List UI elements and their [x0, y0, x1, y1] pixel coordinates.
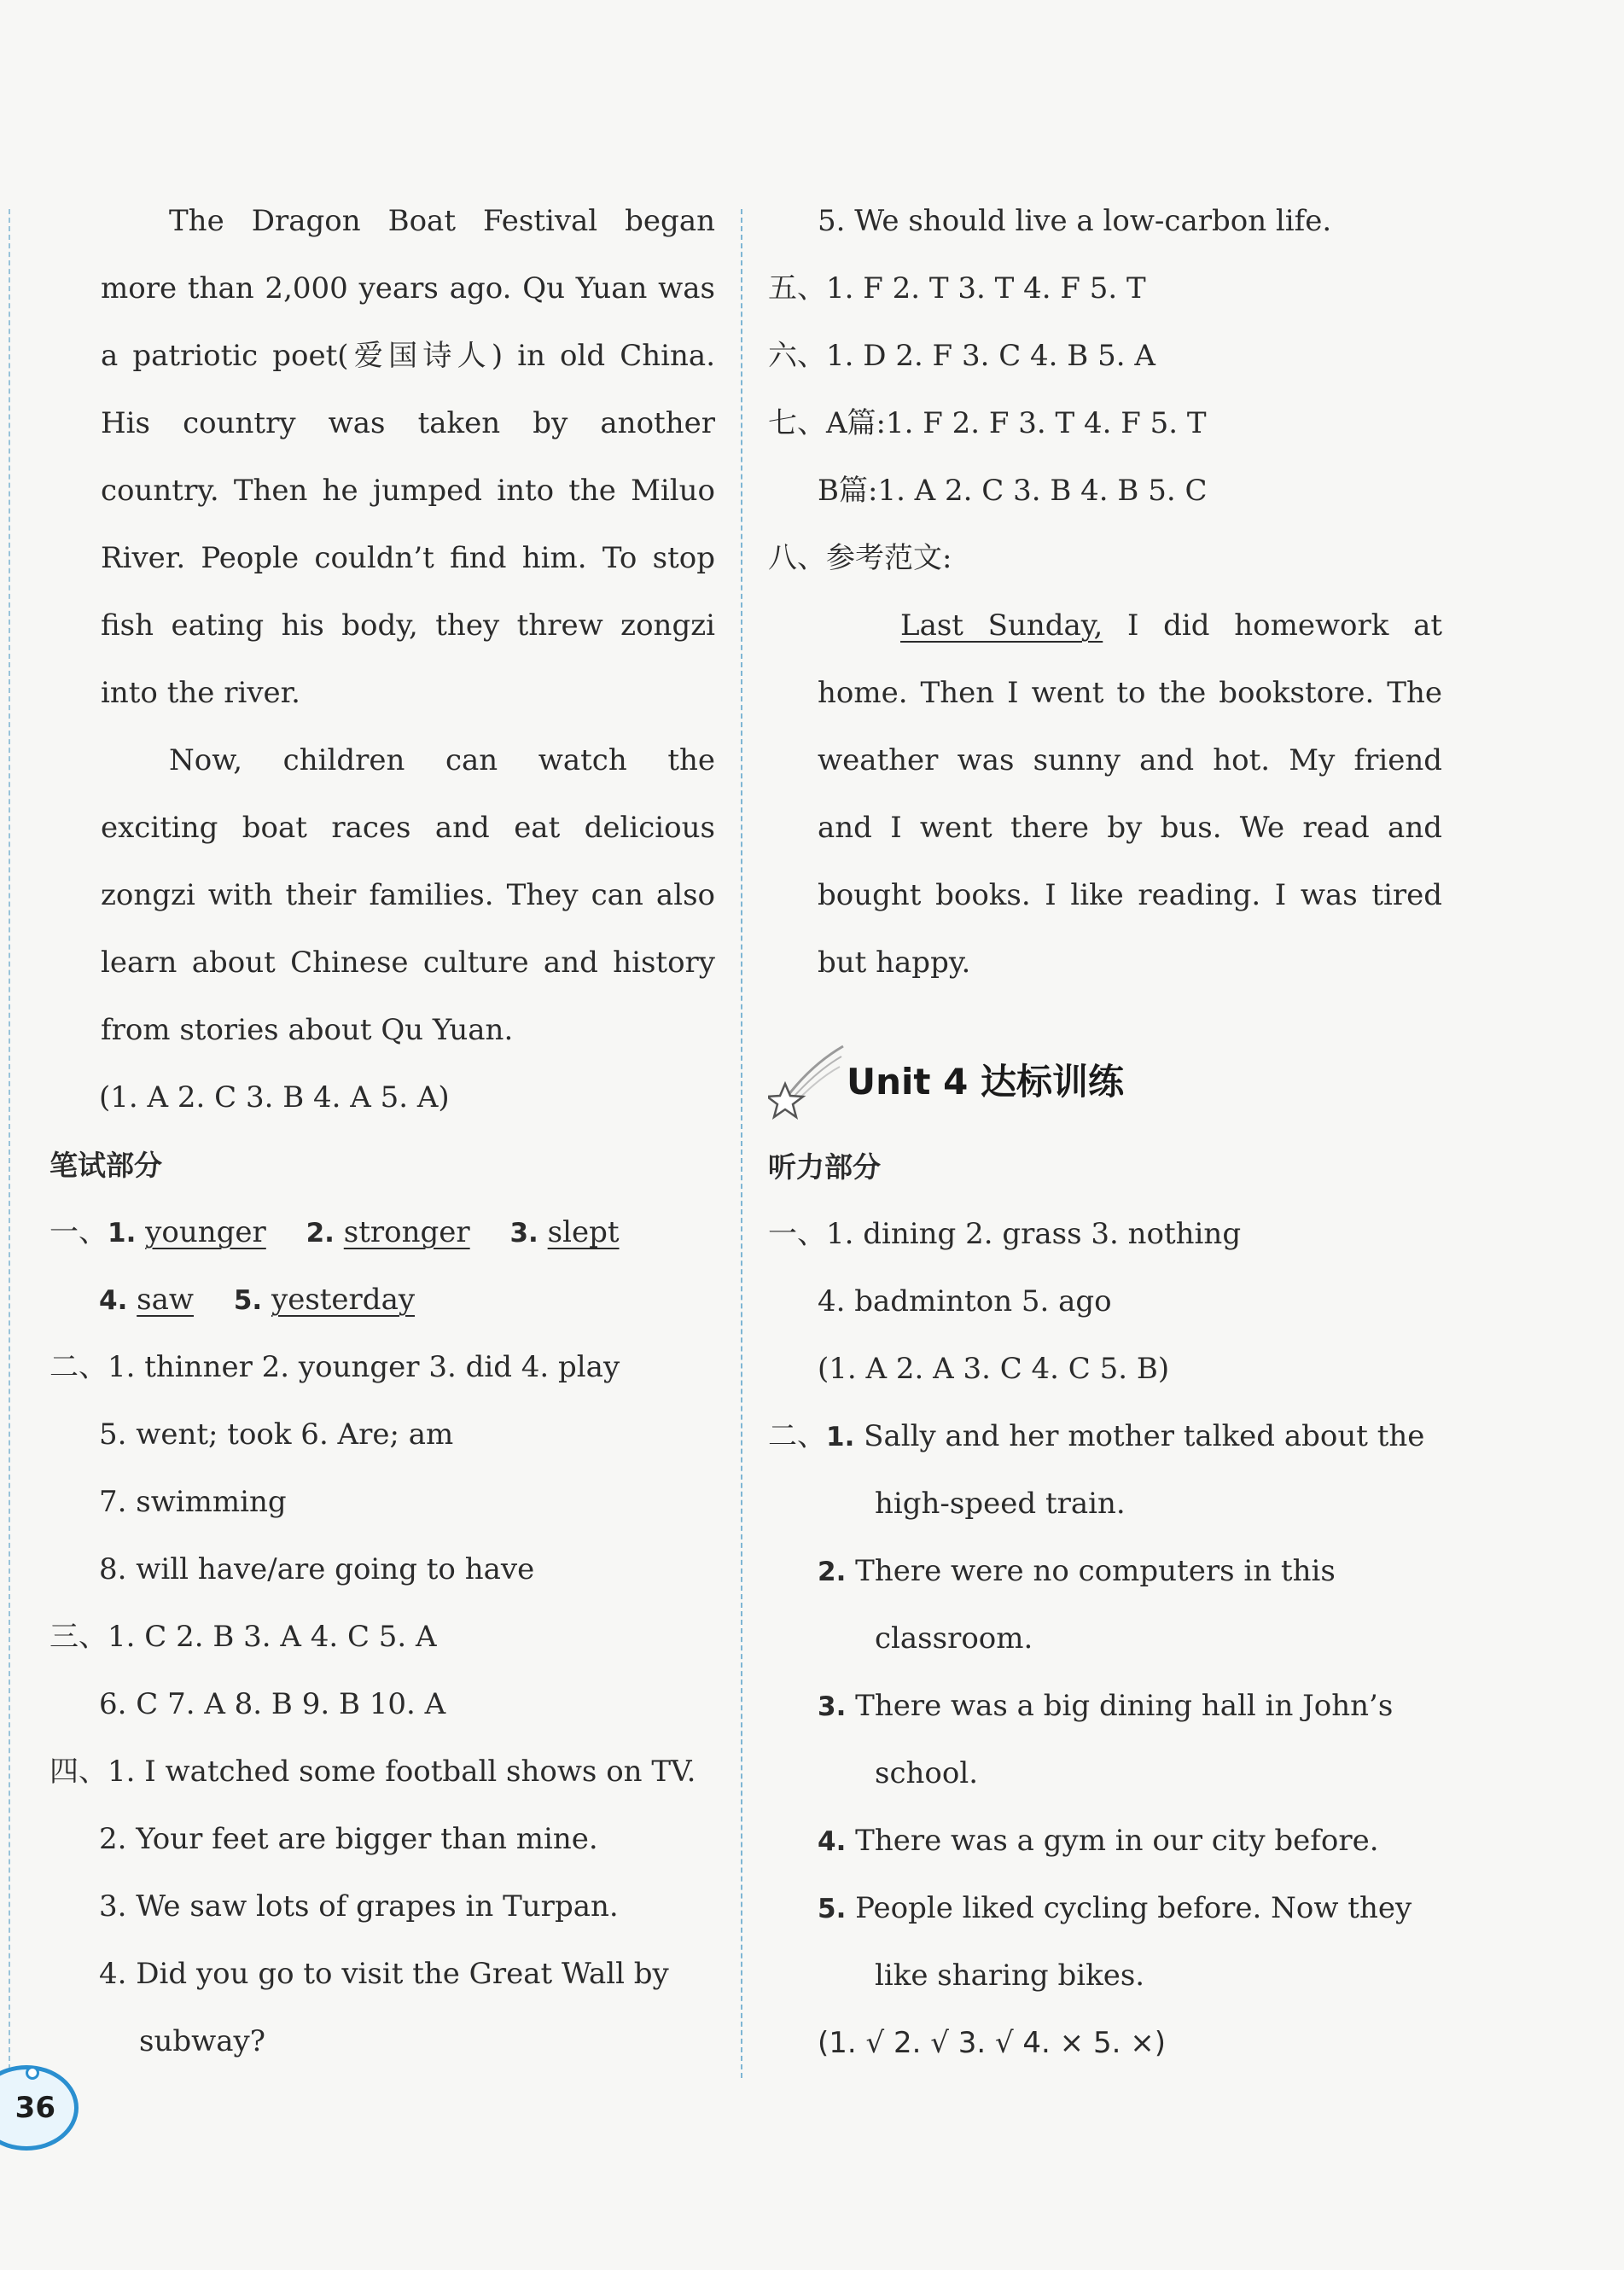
- section-4-line: 4. Did you go to visit the Great Wall by: [99, 1957, 669, 1991]
- item-number: 2.: [306, 1218, 335, 1248]
- shooting-star-icon: [768, 1039, 845, 1125]
- section-2-line: 5. went; took 6. Are; am: [99, 1417, 454, 1452]
- section-prefix: 七、: [768, 406, 826, 440]
- listening-answers: (1. A 2. C 3. B 4. A 5. A): [99, 1080, 450, 1115]
- answer-text: A篇:1. F 2. F 3. T 4. F 5. T: [826, 406, 1207, 440]
- item-number: 3.: [818, 1691, 847, 1722]
- section-4-line: 2. Your feet are bigger than mine.: [99, 1822, 598, 1856]
- answer-text: 1. dining 2. grass 3. nothing: [826, 1217, 1242, 1251]
- badge-dot: [26, 2066, 39, 2080]
- answer-word: saw: [137, 1283, 194, 1317]
- section-2-line: 8. will have/are going to have: [99, 1552, 535, 1586]
- answer-word: yesterday: [271, 1283, 416, 1317]
- item-number: 2.: [818, 1557, 847, 1587]
- listening-2-line: [768, 1673, 1442, 1740]
- listening-2-line: [768, 1538, 1442, 1605]
- passage-line: fish eating his body, they threw zongzi: [101, 608, 715, 643]
- section-prefix: 三、: [49, 1620, 108, 1654]
- section-8-heading: 八、参考范文:: [768, 541, 952, 575]
- answer-word: stronger: [343, 1215, 470, 1249]
- section-prefix: 一、: [768, 1217, 826, 1251]
- listening-2-answers: (1. √ 2. √ 3. √ 4. × 5. ×): [818, 2026, 1166, 2060]
- section-5-line: [768, 255, 1442, 323]
- essay-text: I did homework at: [1103, 608, 1442, 643]
- listening-2-line: [768, 1403, 1442, 1470]
- passage-line: into the river.: [101, 676, 300, 710]
- page-number-badge: [0, 2065, 79, 2151]
- unit-title-text: Unit 4 达标训练: [847, 1061, 1124, 1103]
- passage-line: River. People couldn’t find him. To stop: [101, 541, 715, 575]
- section-4-line: 3. We saw lots of grapes in Turpan.: [99, 1889, 619, 1924]
- section-prefix: 四、: [49, 1755, 108, 1789]
- item-number: 4.: [818, 1826, 847, 1857]
- written-section-heading: 笔试部分: [49, 1149, 162, 1182]
- sentence-text: There was a big dining hall in John’s: [855, 1689, 1394, 1723]
- section-4-line: subway?: [139, 2024, 265, 2058]
- section-2-line: 7. swimming: [99, 1485, 287, 1519]
- section-1-line-1: [49, 1199, 715, 1266]
- answer-text: 1. D 2. F 3. C 4. B 5. A: [826, 339, 1155, 373]
- essay-line: home. Then I went to the bookstore. The: [818, 676, 1442, 710]
- page-number: 36: [15, 2091, 55, 2125]
- section-2-line: [49, 1334, 715, 1401]
- left-column: [49, 188, 715, 2075]
- essay-line: bought books. I like reading. I was tired: [818, 878, 1442, 912]
- item-number: 4.: [99, 1285, 128, 1316]
- answer-text: 1. I watched some football shows on TV.: [108, 1755, 696, 1789]
- answer-text: 1. C 2. B 3. A 4. C 5. A: [108, 1620, 437, 1654]
- section-prefix: 二、: [49, 1350, 108, 1384]
- essay-line: but happy.: [818, 946, 971, 980]
- passage-line: a patriotic poet(爱国诗人) in old China.: [101, 339, 715, 373]
- left-margin-dashed-line: [9, 209, 10, 2078]
- answer-word: slept: [547, 1215, 620, 1249]
- listening-2-line: [768, 1807, 1442, 1875]
- right-column: [768, 188, 1442, 2077]
- item-number: 1.: [108, 1218, 137, 1248]
- essay-line: [768, 592, 1442, 660]
- passage-line: zongzi with their families. They can also: [101, 878, 715, 912]
- listening-1-line: (1. A 2. A 3. C 4. C 5. B): [818, 1352, 1170, 1386]
- listening-section-heading: 听力部分: [768, 1150, 881, 1184]
- item-number: 1.: [826, 1422, 855, 1452]
- passage-line: exciting boat races and eat delicious: [101, 811, 715, 845]
- section-1-line-2: [49, 1266, 715, 1334]
- section-3-line: [49, 1604, 715, 1671]
- answer-text: 1. F 2. T 3. T 4. F 5. T: [826, 271, 1146, 306]
- section-3-line: 6. C 7. A 8. B 9. B 10. A: [99, 1687, 446, 1721]
- section-prefix: 五、: [768, 271, 826, 306]
- passage-line: more than 2,000 years ago. Qu Yuan was: [101, 271, 715, 306]
- sentence-text: There were no computers in this: [855, 1554, 1336, 1588]
- section-prefix: 六、: [768, 339, 826, 373]
- passage-line: from stories about Qu Yuan.: [101, 1013, 514, 1047]
- section-7-line: [768, 390, 1442, 457]
- column-divider: [741, 209, 742, 2078]
- section-4-continued: 5. We should live a low-carbon life.: [818, 204, 1332, 238]
- sentence-text: Sally and her mother talked about the: [864, 1419, 1425, 1453]
- sentence-text: People liked cycling before. Now they: [855, 1891, 1412, 1925]
- answer-word: younger: [145, 1215, 266, 1249]
- section-4-line: [49, 1738, 715, 1806]
- essay-line: weather was sunny and hot. My friend: [818, 743, 1442, 777]
- item-number: 5.: [233, 1285, 263, 1316]
- essay-underlined-phrase: Last Sunday,: [900, 608, 1103, 643]
- listening-1-line: [768, 1201, 1442, 1268]
- listening-2-line: [768, 1875, 1442, 1942]
- listening-2-line: school.: [875, 1756, 979, 1790]
- passage-line: country. Then he jumped into the Miluo: [101, 474, 715, 508]
- sentence-text: There was a gym in our city before.: [855, 1824, 1379, 1858]
- listening-2-line: classroom.: [875, 1621, 1033, 1656]
- section-prefix: 一、: [49, 1215, 108, 1249]
- passage-line: Now, children can watch the: [169, 743, 715, 777]
- unit-title: [768, 1031, 1442, 1133]
- item-number: 3.: [509, 1218, 538, 1248]
- item-number: 5.: [818, 1894, 847, 1924]
- listening-1-line: 4. badminton 5. ago: [818, 1284, 1112, 1318]
- passage-line: learn about Chinese culture and history: [101, 946, 715, 980]
- listening-2-line: like sharing bikes.: [875, 1959, 1145, 1993]
- essay-line: and I went there by bus. We read and: [818, 811, 1442, 845]
- sample-essay: [768, 592, 1442, 997]
- passage-line: The Dragon Boat Festival began: [169, 204, 715, 238]
- section-prefix: 二、: [768, 1419, 826, 1453]
- answer-text: 1. thinner 2. younger 3. did 4. play: [108, 1350, 620, 1384]
- listening-2-line: high-speed train.: [875, 1487, 1126, 1521]
- section-7-line: B篇:1. A 2. C 3. B 4. B 5. C: [818, 474, 1208, 508]
- passage: [49, 188, 715, 1064]
- passage-line: His country was taken by another: [101, 406, 715, 440]
- section-6-line: [768, 323, 1442, 390]
